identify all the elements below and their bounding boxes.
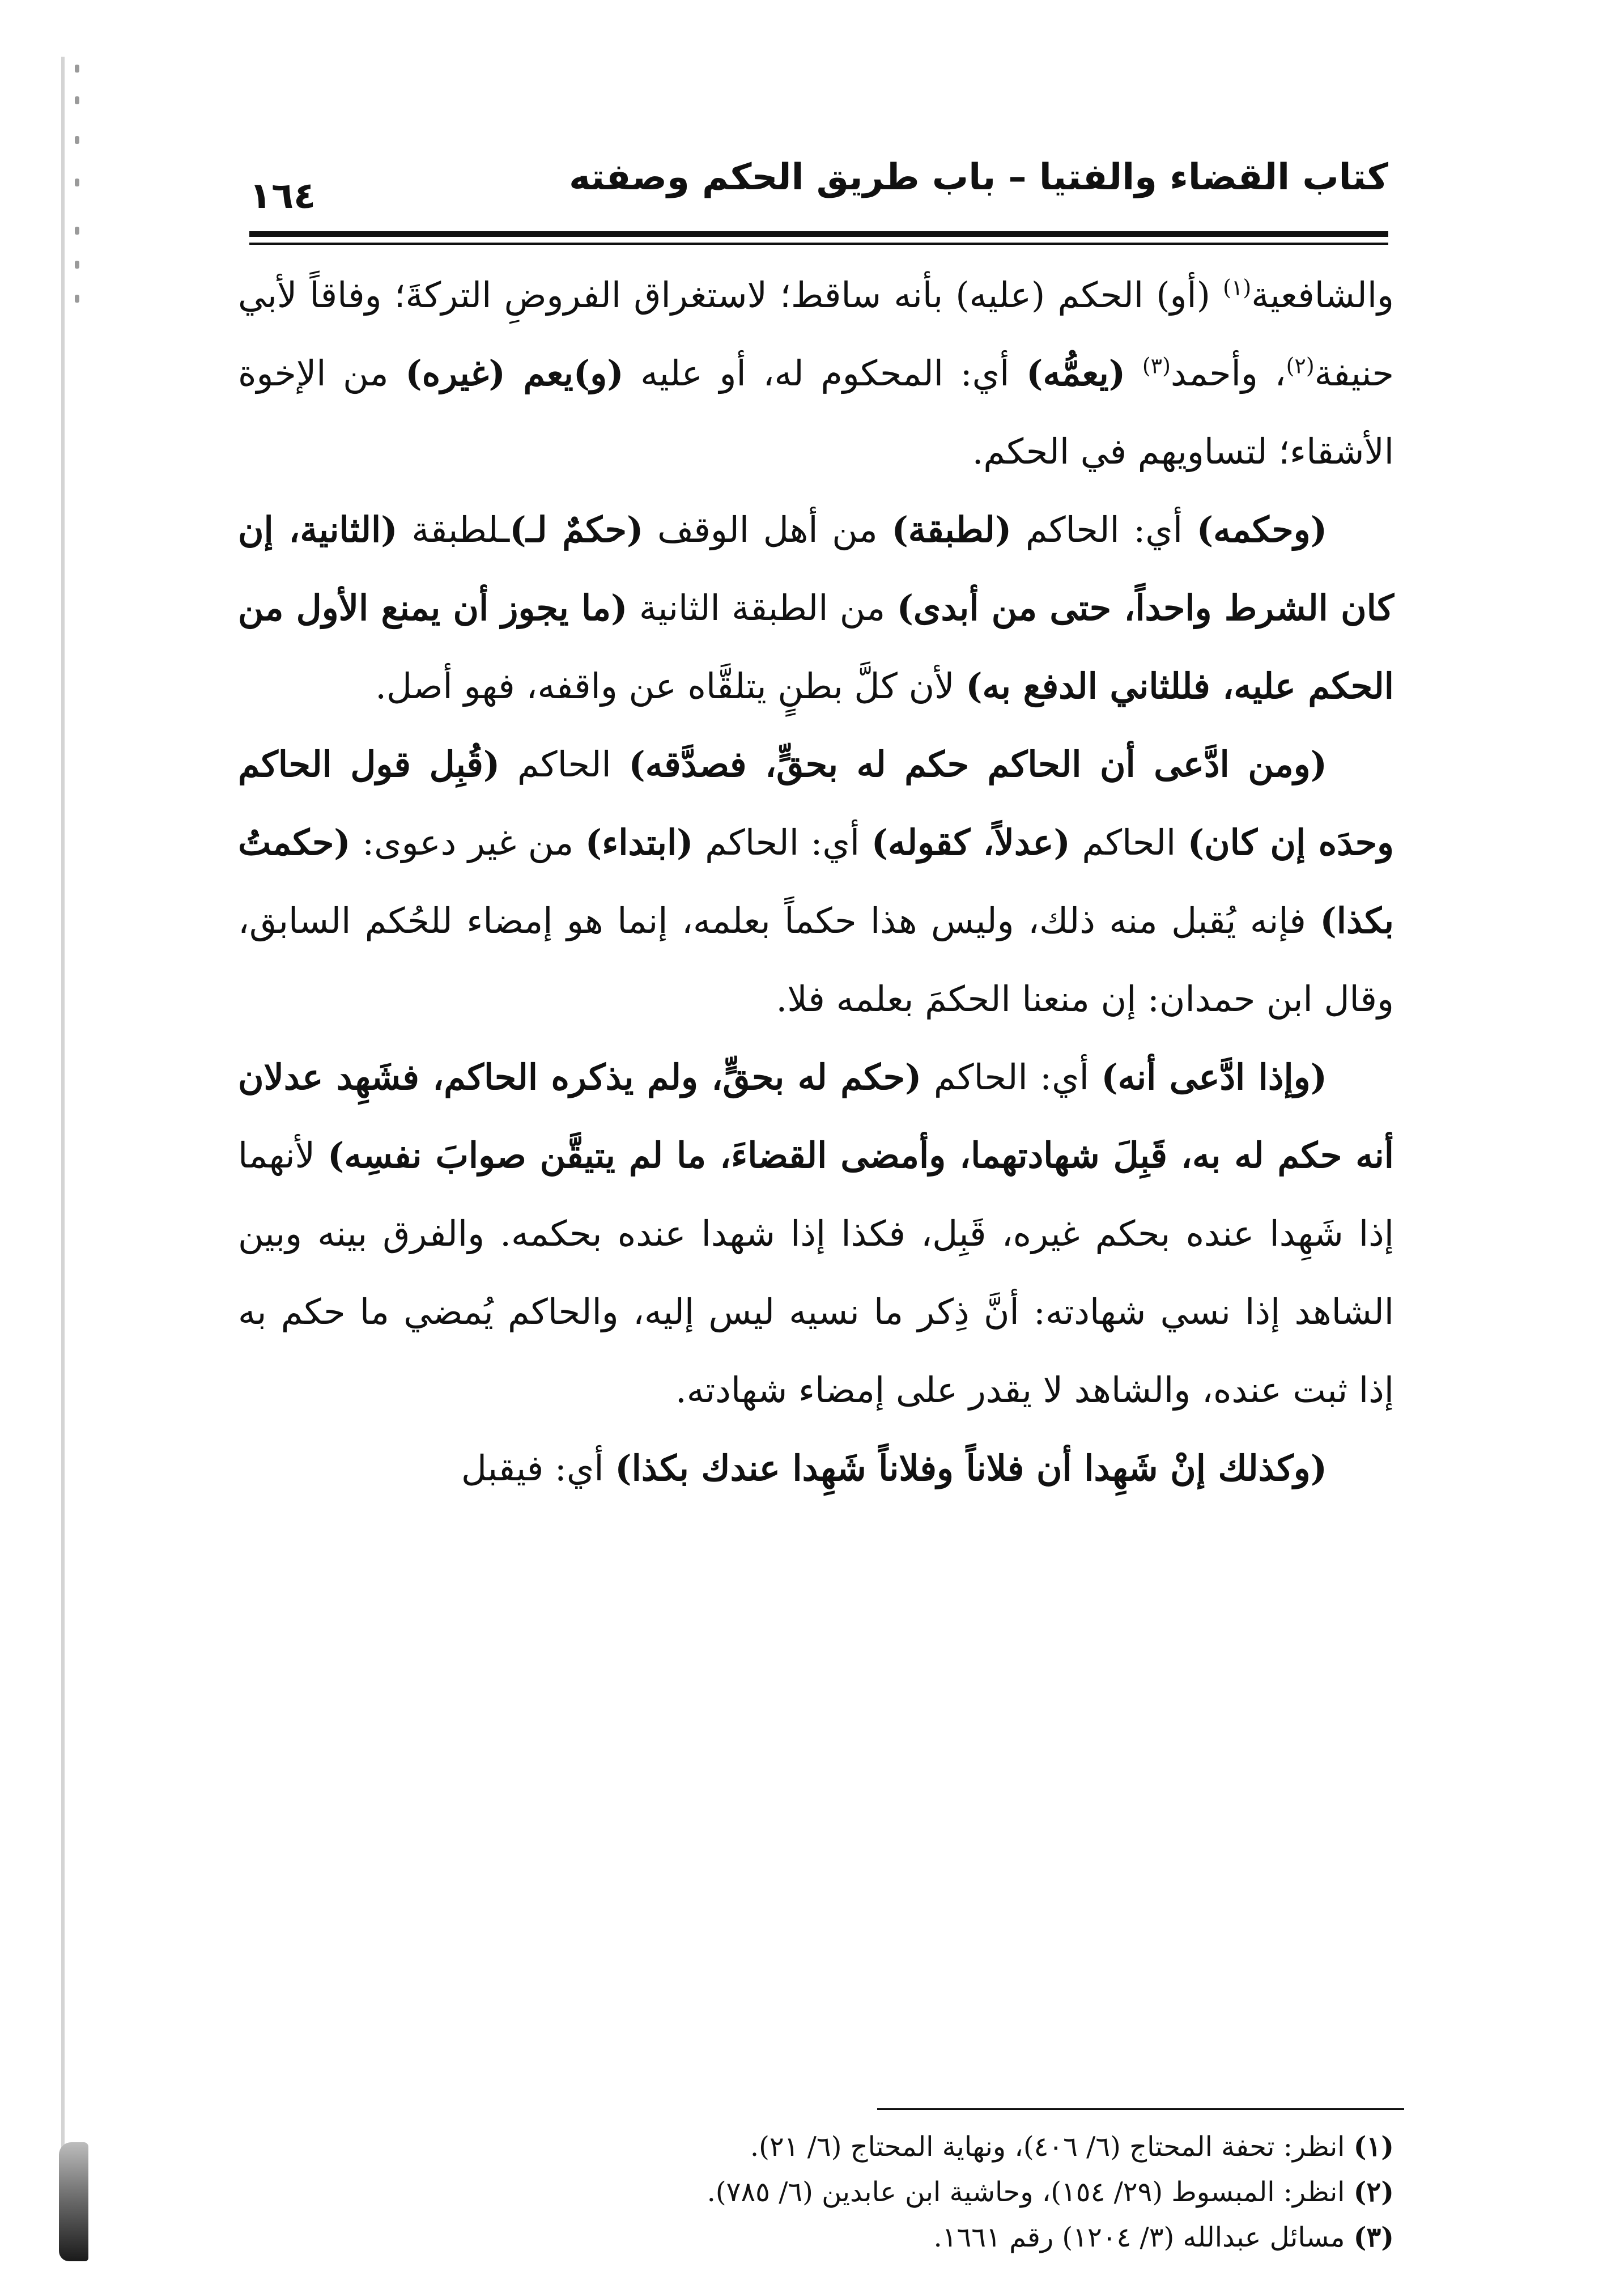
scan-shadow-blob	[59, 2142, 88, 2261]
footnote-text: انظر: تحفة المحتاج (٦/ ٤٠٦)، ونهاية المحتاج (٦/ ٢١).	[750, 2131, 1345, 2163]
commentary-text: لأن كلَّ بطنٍ يتلقَّاه عن واقفه، فهو أصل.	[375, 665, 966, 707]
matn-text: (عدلاً، كقوله)	[871, 822, 1070, 863]
matn-text: (وكذلك إنْ شَهِدا أن فلاناً وفلاناً شَهِدا عندك بكذا)	[615, 1447, 1327, 1489]
commentary-text: لأنهما إذا شَهِدا عنده بحكم غيره، قَبِل، فكذا إذا شهدا عنده بحكمه. والفرق بينه وبين الشاهد إذا نسي شهادته: أنَّ ذِكر ما نسيه ليس إليه، والحاكم يُمضي ما حكم به إذا ثبت عنده، والشاهد لا يقدر على إمضاء شهادته.	[238, 1135, 1394, 1411]
matn-text: (حكمٌ لـ)	[509, 509, 644, 550]
footnote-number: (٢)	[1353, 2176, 1394, 2208]
commentary-text: من أهل الوقف	[643, 509, 892, 550]
commentary-text: من الطبقة الثانية	[627, 587, 897, 629]
matn-text: (و)يعم (غيره)	[405, 353, 624, 394]
footnote-ref: (٢)	[1286, 353, 1315, 379]
footnote-ref: (٣)	[1142, 353, 1171, 379]
matn-text: (ابتداء)	[585, 822, 694, 863]
scan-edge-line	[61, 57, 65, 2256]
matn-text: (ما يجوز أن يمنع الأول من الحكم عليه، فللثاني الدفع به)	[238, 587, 1394, 707]
main-text	[238, 256, 1394, 1508]
commentary-text: أي: الحاكم	[921, 1056, 1102, 1098]
scan-edge-specks	[75, 57, 97, 340]
body-paragraph	[238, 491, 1394, 725]
commentary-text: أي: الحاكم	[1011, 509, 1197, 550]
footnote-separator	[877, 2108, 1404, 2110]
footnotes	[238, 2124, 1394, 2260]
commentary-text: فإنه يُقبل منه ذلك، وليس هذا حكماً بعلمه، إنما هو إمضاء للحُكم السابق، وقال ابن حمدان: إن منعنا الحكمَ بعلمه فلا.	[238, 900, 1394, 1020]
running-header	[249, 152, 1388, 226]
page-number: ١٦٤	[249, 175, 316, 217]
header-rule-thin	[249, 243, 1388, 245]
matn-text: (حكم له بحقٍّ، ولم يذكره الحاكم، فشَهِد عدلان أنه حكم له به، قَبِلَ شهادتهما، وأمضى القضاءَ، ما لم يتيقَّن صوابَ نفسِه)	[238, 1056, 1394, 1176]
commentary-text: من الإخوة الأشقاء؛ لتساويهم في الحكم.	[238, 353, 1394, 472]
footnote	[238, 2169, 1394, 2215]
body-paragraph	[238, 1038, 1394, 1429]
footnote-number: (٣)	[1353, 2222, 1394, 2253]
matn-text: (ومن ادَّعى أن الحاكم حكم له بحقٍّ، فصدَّقه)	[628, 744, 1327, 785]
matn-text: (قُبِل قول الحاكم وحدَه إن كان)	[238, 744, 1394, 863]
matn-text: (الثانية، إن كان الشرط واحداً، حتى من أبدى)	[238, 509, 1395, 629]
commentary-text: (أو) الحكم (عليه) بأنه ساقط؛ لاستغراق الفروضِ التركةَ؛ وفاقاً لأبي حنيفة	[238, 274, 1394, 394]
running-header-title: كتاب القضاء والفتيا – باب طريق الحكم وصفته	[569, 156, 1388, 198]
matn-text: (يعمُّه)	[1026, 353, 1126, 394]
commentary-text: الحاكم	[500, 744, 629, 785]
footnote-ref: (١)	[1223, 275, 1252, 300]
commentary-text: ـلطبقة	[397, 509, 510, 550]
body-paragraph	[238, 725, 1394, 1038]
header-rule-thick	[249, 231, 1388, 237]
footnote-text: انظر: المبسوط (٢٩/ ١٥٤)، وحاشية ابن عابدين (٦/ ٧٨٥).	[707, 2176, 1345, 2208]
footnote	[238, 2215, 1394, 2260]
commentary-text: أي: المحكوم له، أو عليه	[623, 353, 1027, 394]
commentary-text	[1125, 353, 1142, 394]
commentary-text: ، وأحمد	[1170, 353, 1286, 394]
commentary-text: أي: الحاكم	[693, 822, 871, 863]
body-paragraph	[238, 256, 1394, 491]
matn-text: (وحكمه)	[1196, 509, 1328, 550]
commentary-text: والشافعية	[1251, 274, 1394, 316]
matn-text: (حكمتُ بكذا)	[238, 822, 1394, 941]
footnote-number: (١)	[1353, 2131, 1394, 2163]
footnote-text: مسائل عبدالله (٣/ ١٢٠٤) رقم ١٦٦١.	[933, 2222, 1345, 2253]
matn-text: (لطبقة)	[891, 509, 1012, 550]
matn-text: (وإذا ادَّعى أنه)	[1101, 1056, 1328, 1098]
footnote	[238, 2124, 1394, 2169]
commentary-text: الحاكم	[1070, 822, 1188, 863]
commentary-text: أي: فيقبل	[461, 1447, 615, 1489]
commentary-text: من غير دعوى:	[350, 822, 585, 863]
body-paragraph	[238, 1429, 1394, 1508]
